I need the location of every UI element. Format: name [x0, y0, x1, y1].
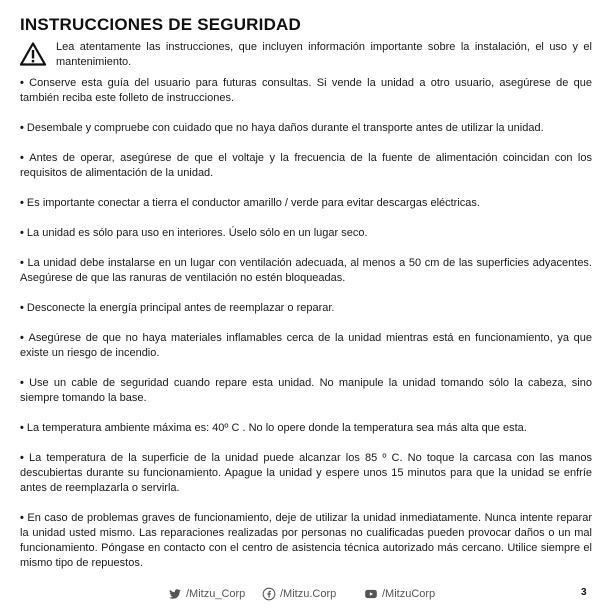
- warning-triangle-icon: [20, 42, 46, 66]
- youtube-icon: [364, 587, 378, 601]
- bullet-item: • Antes de operar, asegúrese de que el voltaje y la frecuencia de la fuente de alimentación coincidan con los requisitos de alimentación de la unidad.: [20, 151, 592, 181]
- twitter-icon: [168, 587, 182, 601]
- bullet-item: • La temperatura de la superficie de la unidad puede alcanzar los 85 º C. No toque la carcasa con las manos descubiertas durante su funcionamiento. Apague la unidad y espere unos 15 minutos para que la unidad se enfríe antes de reemplazarla o servirla.: [20, 451, 592, 496]
- page-title: INSTRUCCIONES DE SEGURIDAD: [20, 15, 302, 34]
- safety-instructions-page: [20, 14, 592, 586]
- safety-bullet-list: [20, 76, 592, 571]
- youtube-handle: /MitzuCorp: [382, 588, 436, 600]
- facebook-handle: /Mitzu.Corp: [280, 588, 337, 600]
- bullet-item: • Es importante conectar a tierra el conductor amarillo / verde para evitar descargas eléctricas.: [20, 196, 592, 211]
- bullet-item: • Desembale y compruebe con cuidado que no haya daños durante el transporte antes de utilizar la unidad.: [20, 121, 592, 136]
- bullet-item: • Asegúrese de que no haya materiales inflamables cerca de la unidad mientras está en funcionamiento, ya que existe un riesgo de incendio.: [20, 331, 592, 361]
- intro-row: [20, 40, 592, 70]
- bullet-item: • Desconecte la energía principal antes de reemplazar o reparar.: [20, 301, 592, 316]
- intro-text: Lea atentamente las instrucciones, que incluyen información importante sobre la instalación, el uso y el mantenimiento.: [56, 41, 592, 68]
- bullet-item: • La unidad debe instalarse en un lugar con ventilación adecuada, al menos a 50 cm de las superficies adyacentes. Asegúrese de que las ranuras de ventilación no estén bloqueadas.: [20, 256, 592, 286]
- social-twitter[interactable]: [168, 587, 245, 601]
- page-number: 3: [581, 587, 587, 598]
- social-youtube[interactable]: [364, 587, 435, 601]
- bullet-item: • En caso de problemas graves de funcionamiento, deje de utilizar la unidad inmediatamente. Nunca intente reparar la unidad usted mismo. Las reparaciones realizadas por personas no cualificadas pueden provocar daños o un mal funcionamiento. Póngase en contacto con el centro de asistencia técnica autorizado más cercano. Utilice siempre el mismo tipo de repuestos.: [20, 511, 592, 571]
- twitter-handle: /Mitzu_Corp: [186, 588, 246, 600]
- bullet-item: • La temperatura ambiente máxima es: 40º C . No lo opere donde la temperatura sea más alta que esta.: [20, 421, 592, 436]
- facebook-icon: [262, 587, 276, 601]
- bullet-item: • La unidad es sólo para uso en interiores. Úselo sólo en un lugar seco.: [20, 226, 592, 241]
- social-facebook[interactable]: [262, 587, 336, 601]
- footer: [0, 587, 612, 603]
- bullet-item: • Use un cable de seguridad cuando repare esta unidad. No manipule la unidad tomando sólo la cabeza, sino siempre tomando la base.: [20, 376, 592, 406]
- bullet-item: • Conserve esta guía del usuario para futuras consultas. Si vende la unidad a otro usuario, asegúrese de que también reciba este folleto de instrucciones.: [20, 76, 592, 106]
